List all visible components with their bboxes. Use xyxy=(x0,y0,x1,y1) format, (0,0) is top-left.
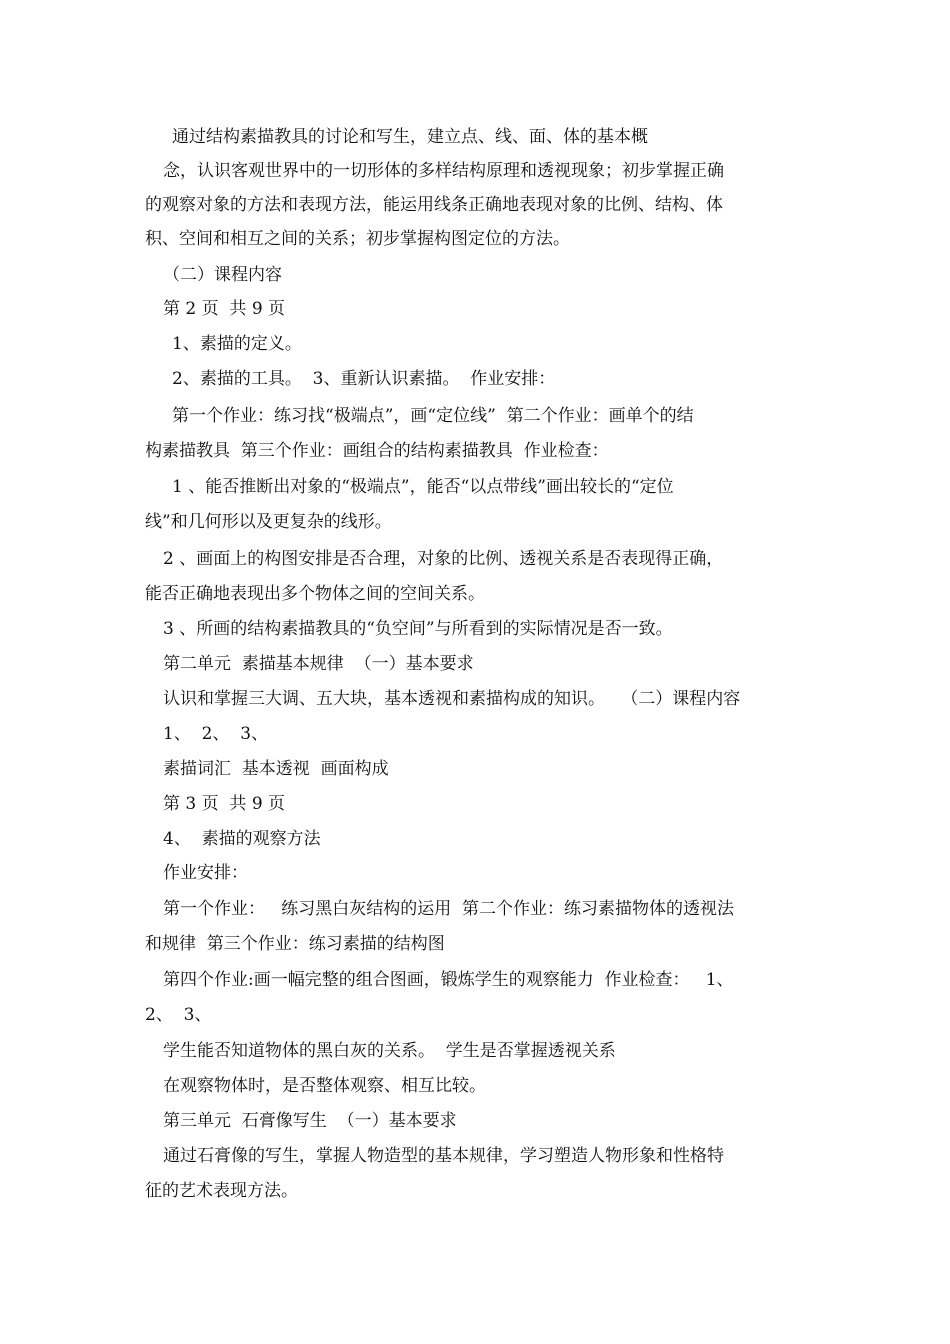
section-heading: 第三单元 石膏像写生 （一）基本要求 xyxy=(163,1111,457,1131)
text-line: 1、 2、 3、 xyxy=(163,724,269,744)
text-line: 第一个作业： 练习黑白灰结构的运用 第二个作业：练习素描物体的透视法 xyxy=(163,899,735,919)
text-line: 认识和掌握三大调、五大块，基本透视和素描构成的知识。 （二）课程内容 xyxy=(163,689,741,709)
text-line: （二）课程内容 xyxy=(163,265,282,285)
text-line: 第四个作业:画一幅完整的组合图画，锻炼学生的观察能力 作业检查： 1、 xyxy=(163,970,734,990)
text-line: 2、 3、 xyxy=(145,1005,212,1025)
text-line: 念，认识客观世界中的一切形体的多样结构原理和透视现象；初步掌握正确 xyxy=(163,161,724,181)
text-line: 和规律 第三个作业：练习素描的结构图 xyxy=(145,934,445,954)
text-line: 1、素描的定义。 xyxy=(172,334,302,354)
text-line: 3 、所画的结构素描教具的“负空间”与所看到的实际情况是否一致。 xyxy=(163,619,673,639)
text-line: 1 、能否推断出对象的“极端点”，能否“以点带线”画出较长的“定位 xyxy=(172,477,674,497)
text-line: 4、 素描的观察方法 xyxy=(163,829,321,849)
text-line: 素描词汇 基本透视 画面构成 xyxy=(163,759,389,779)
text-line: 作业安排： xyxy=(163,863,248,883)
text-line: 构素描教具 第三个作业：画组合的结构素描教具 作业检查： xyxy=(145,441,609,461)
page-number: 第 3 页 共 9 页 xyxy=(163,794,286,814)
text-line: 线”和几何形以及更复杂的线形。 xyxy=(145,512,392,532)
text-line: 学生能否知道物体的黑白灰的关系。 学生是否掌握透视关系 xyxy=(163,1041,616,1061)
text-line: 2 、画面上的构图安排是否合理，对象的比例、透视关系是否表现得正确， xyxy=(163,549,724,569)
section-heading: 第二单元 素描基本规律 （一）基本要求 xyxy=(163,654,474,674)
text-line: 第一个作业：练习找“极端点”，画“定位线” 第二个作业：画单个的结 xyxy=(172,406,694,426)
text-line: 通过结构素描教具的讨论和写生，建立点、线、面、体的基本概 xyxy=(172,127,648,147)
text-line: 积、空间和相互之间的关系；初步掌握构图定位的方法。 xyxy=(145,229,570,249)
text-line: 通过石膏像的写生，掌握人物造型的基本规律，学习塑造人物形象和性格特 xyxy=(163,1146,724,1166)
text-line: 征的艺术表现方法。 xyxy=(145,1181,298,1201)
text-line: 的观察对象的方法和表现方法，能运用线条正确地表现对象的比例、结构、体 xyxy=(145,195,723,215)
page-number: 第 2 页 共 9 页 xyxy=(163,299,286,319)
text-line: 2、素描的工具。 3、重新认识素描。 作业安排： xyxy=(172,369,556,389)
text-line: 在观察物体时，是否整体观察、相互比较。 xyxy=(163,1076,486,1096)
text-line: 能否正确地表现出多个物体之间的空间关系。 xyxy=(145,584,485,604)
